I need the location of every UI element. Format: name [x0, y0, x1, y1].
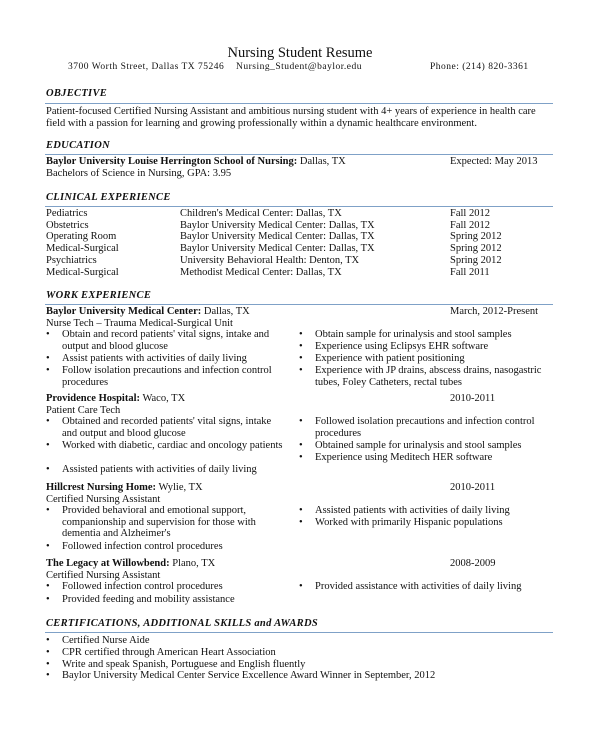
employer-location: Plano, TX: [169, 558, 216, 569]
work-employer-line: [46, 558, 215, 569]
clinical-area: Operating Room: [46, 231, 117, 243]
employer-name: Hillcrest Nursing Home:: [46, 482, 157, 493]
work-date: 2010-2011: [450, 393, 496, 404]
work-date: 2008-2009: [450, 558, 496, 569]
clinical-area: Medical-Surgical: [46, 266, 119, 278]
employer-name: The Legacy at Willowbend:: [46, 558, 170, 569]
bullet-item: [46, 541, 284, 553]
bullet-text: Obtain sample for urinalysis and stool samples: [315, 329, 512, 340]
bullet-item: [299, 440, 555, 452]
bullet-dot: •: [299, 353, 303, 364]
bullet-text: Obtain and record patients' vital signs, intake and output and blood glucose: [62, 329, 270, 352]
bullet-item: [46, 464, 284, 476]
section-divider: [45, 206, 553, 207]
work-date: 2010-2011: [450, 482, 496, 493]
school-location: Dallas, TX: [297, 156, 346, 167]
clinical-date: Spring 2012: [450, 254, 502, 266]
section-heading-education: EDUCATION: [46, 140, 110, 151]
bullet-item: [46, 646, 552, 659]
clinical-place: Baylor University Medical Center: Dallas, TX: [180, 219, 375, 231]
clinical-area: Pediatrics: [46, 208, 88, 219]
clinical-date: Spring 2012: [450, 243, 502, 255]
clinical-date: Fall 2012: [450, 219, 490, 231]
employer-name: Providence Hospital:: [46, 393, 141, 404]
bullet-dot: •: [299, 505, 303, 516]
bullet-item: [299, 517, 555, 529]
bullet-item: [299, 581, 555, 593]
education-school: [46, 156, 346, 167]
education-degree: Bachelors of Science in Nursing, GPA: 3.95: [46, 168, 232, 179]
bullet-text: Provided behavioral and emotional support, companionship and supervision for those with dementia and Alzheimer's: [62, 505, 256, 540]
bullet-text: Provided feeding and mobility assistance: [62, 594, 235, 605]
clinical-date: Fall 2012: [450, 208, 490, 219]
section-divider: [45, 154, 553, 155]
clinical-area: Obstetrics: [46, 219, 89, 231]
bullet-dot: •: [299, 581, 303, 592]
bullet-text: Provided assistance with activities of daily living: [315, 581, 522, 592]
section-heading-objective: OBJECTIVE: [46, 88, 108, 99]
section-divider: [45, 103, 553, 104]
work-role: Nurse Tech – Trauma Medical-Surgical Unit: [46, 317, 233, 329]
section-heading-work: WORK EXPERIENCE: [46, 290, 152, 301]
bullet-item: [46, 440, 284, 452]
bullet-item: [46, 365, 284, 388]
employer-location: Dallas, TX: [201, 306, 250, 317]
bullet-item: [46, 353, 284, 365]
clinical-date: Spring 2012: [450, 231, 502, 243]
cert-text: Write and speak Spanish, Portuguese and English fluently: [62, 658, 306, 670]
section-heading-clinical: CLINICAL EXPERIENCE: [46, 192, 171, 203]
bullet-dot: •: [46, 646, 50, 658]
bullet-item: [46, 416, 284, 439]
bullet-dot: •: [299, 416, 303, 427]
bullet-text: Followed isolation precautions and infection control procedures: [315, 416, 535, 439]
page-title: Nursing Student Resume: [227, 45, 373, 61]
bullet-dot: •: [46, 635, 50, 646]
bullet-item: [299, 505, 555, 517]
work-role: Certified Nursing Assistant: [46, 493, 161, 505]
bullet-text: Followed infection control procedures: [62, 541, 223, 552]
section-heading-certifications: CERTIFICATIONS, ADDITIONAL SKILLS and AWARDS: [46, 618, 318, 629]
bullet-dot: •: [46, 365, 50, 376]
section-divider: [45, 304, 553, 305]
work-employer-line: [46, 393, 185, 404]
bullet-text: Experience using Eclipsys EHR software: [315, 341, 489, 352]
cert-text: CPR certified through American Heart Association: [62, 646, 276, 658]
bullet-dot: •: [299, 341, 303, 352]
bullet-dot: •: [46, 353, 50, 364]
bullet-dot: •: [299, 452, 303, 463]
bullet-dot: •: [299, 329, 303, 340]
clinical-area: Psychiatrics: [46, 254, 97, 266]
bullet-item: [299, 416, 555, 439]
clinical-place: Methodist Medical Center: Dallas, TX: [180, 266, 342, 278]
bullet-item: [299, 329, 555, 341]
work-role: Certified Nursing Assistant: [46, 569, 161, 581]
clinical-place: Baylor University Medical Center: Dallas, TX: [180, 231, 375, 243]
bullet-dot: •: [46, 581, 50, 592]
contact-address: 3700 Worth Street, Dallas TX 75246: [68, 62, 225, 72]
bullet-dot: •: [46, 464, 50, 475]
bullet-item: [46, 658, 552, 671]
bullet-text: Assisted patients with activities of daily living: [315, 505, 510, 516]
contact-phone: Phone: (214) 820-3361: [430, 62, 529, 72]
clinical-place: Baylor University Medical Center: Dallas, TX: [180, 243, 375, 255]
bullet-item: [46, 670, 552, 682]
clinical-place: University Behavioral Health: Denton, TX: [180, 254, 360, 266]
bullet-item: [46, 329, 284, 352]
bullet-dot: •: [299, 365, 303, 376]
clinical-date: Fall 2011: [450, 266, 490, 278]
bullet-text: Assisted patients with activities of daily living: [62, 464, 257, 475]
bullet-text: Experience with patient positioning: [315, 353, 465, 364]
bullet-dot: •: [46, 658, 50, 670]
education-date: Expected: May 2013: [450, 156, 538, 167]
bullet-text: Follow isolation precautions and infection control procedures: [62, 365, 272, 388]
work-employer-line: [46, 482, 203, 493]
bullet-dot: •: [46, 670, 50, 682]
bullet-item: [46, 505, 284, 540]
bullet-text: Assist patients with activities of daily living: [62, 353, 247, 364]
bullet-dot: •: [46, 541, 50, 552]
bullet-item: [299, 353, 555, 365]
bullet-text: Followed infection control procedures: [62, 581, 223, 592]
contact-email: Nursing_Student@baylor.edu: [236, 62, 362, 72]
bullet-text: Experience using Meditech HER software: [315, 452, 493, 463]
cert-text: Certified Nurse Aide: [62, 635, 150, 646]
bullet-text: Experience with JP drains, abscess drains, nasogastric tubes, Foley Catheters, rectal tubes: [315, 365, 542, 388]
work-date: March, 2012-Present: [450, 306, 539, 317]
work-employer-line: [46, 306, 250, 317]
objective-text: Patient-focused Certified Nursing Assistant and ambitious nursing student with 4+ years of experience in health care field with a passion for learning and growing professionally within a dynamic healthcare environment.: [46, 106, 536, 129]
employer-name: Baylor University Medical Center:: [46, 306, 202, 317]
bullet-text: Worked with diabetic, cardiac and oncology patients: [62, 440, 283, 451]
bullet-dot: •: [299, 517, 303, 528]
employer-location: Waco, TX: [140, 393, 186, 404]
bullet-item: [46, 594, 284, 606]
bullet-item: [46, 581, 284, 593]
cert-text: Baylor University Medical Center Service Excellence Award Winner in September, 2012: [62, 670, 436, 682]
bullet-item: [299, 341, 555, 353]
bullet-item: [46, 635, 552, 647]
bullet-dot: •: [46, 440, 50, 451]
bullet-dot: •: [46, 594, 50, 605]
section-divider: [45, 632, 553, 633]
bullet-dot: •: [46, 416, 50, 427]
work-role: Patient Care Tech: [46, 404, 121, 416]
clinical-place: Children's Medical Center: Dallas, TX: [180, 208, 342, 219]
clinical-area: Medical-Surgical: [46, 243, 119, 255]
employer-location: Wylie, TX: [156, 482, 203, 493]
bullet-text: Obtained and recorded patients' vital signs, intake and output and blood glucose: [62, 416, 272, 439]
bullet-item: [299, 452, 555, 464]
bullet-dot: •: [46, 505, 50, 516]
bullet-item: [299, 365, 555, 388]
bullet-dot: •: [299, 440, 303, 451]
school-name: Baylor University Louise Herrington School of Nursing:: [46, 156, 298, 167]
bullet-text: Worked with primarily Hispanic populations: [315, 517, 503, 528]
bullet-text: Obtained sample for urinalysis and stool samples: [315, 440, 522, 451]
bullet-dot: •: [46, 329, 50, 340]
